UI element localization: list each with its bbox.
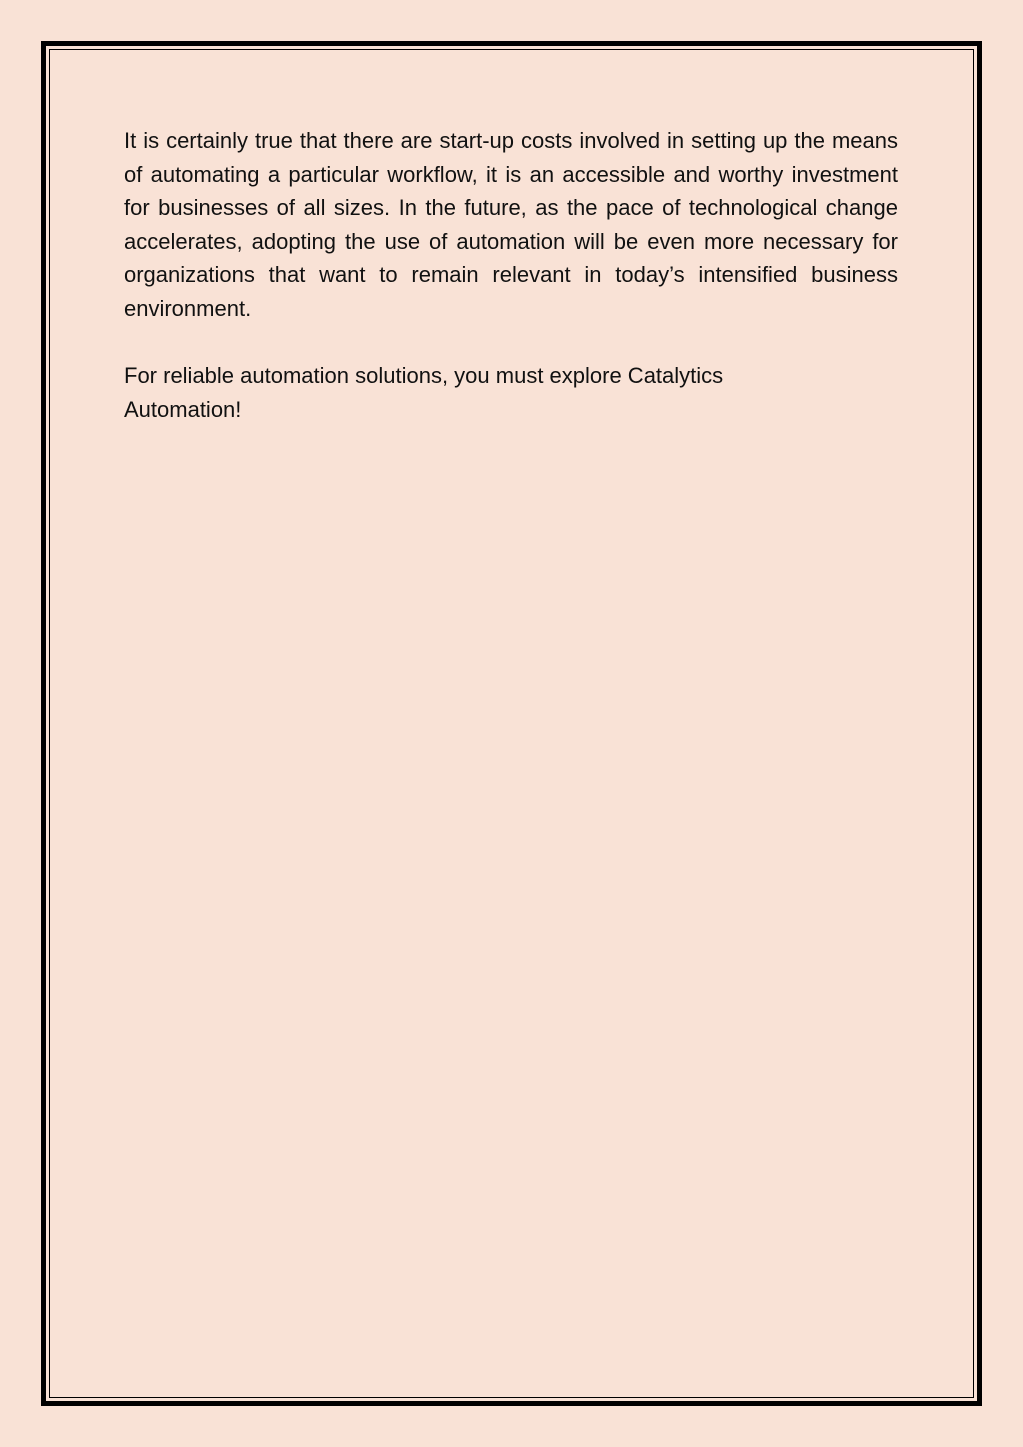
document-body	[124, 124, 898, 460]
paragraph-call-to-action: For reliable automation solutions, you must explore Catalytics Automation!	[124, 363, 724, 422]
paragraph-automation-investment: It is certainly true that there are start-up costs involved in setting up the means of automating a particular workflow, it is an accessible and worthy investment for businesses of all sizes. In the future, as the pace of technological change accelerates, adopting the use of automation will be even more necessary for organizations that want to remain relevant in today’s intensified business environment.	[124, 128, 898, 321]
